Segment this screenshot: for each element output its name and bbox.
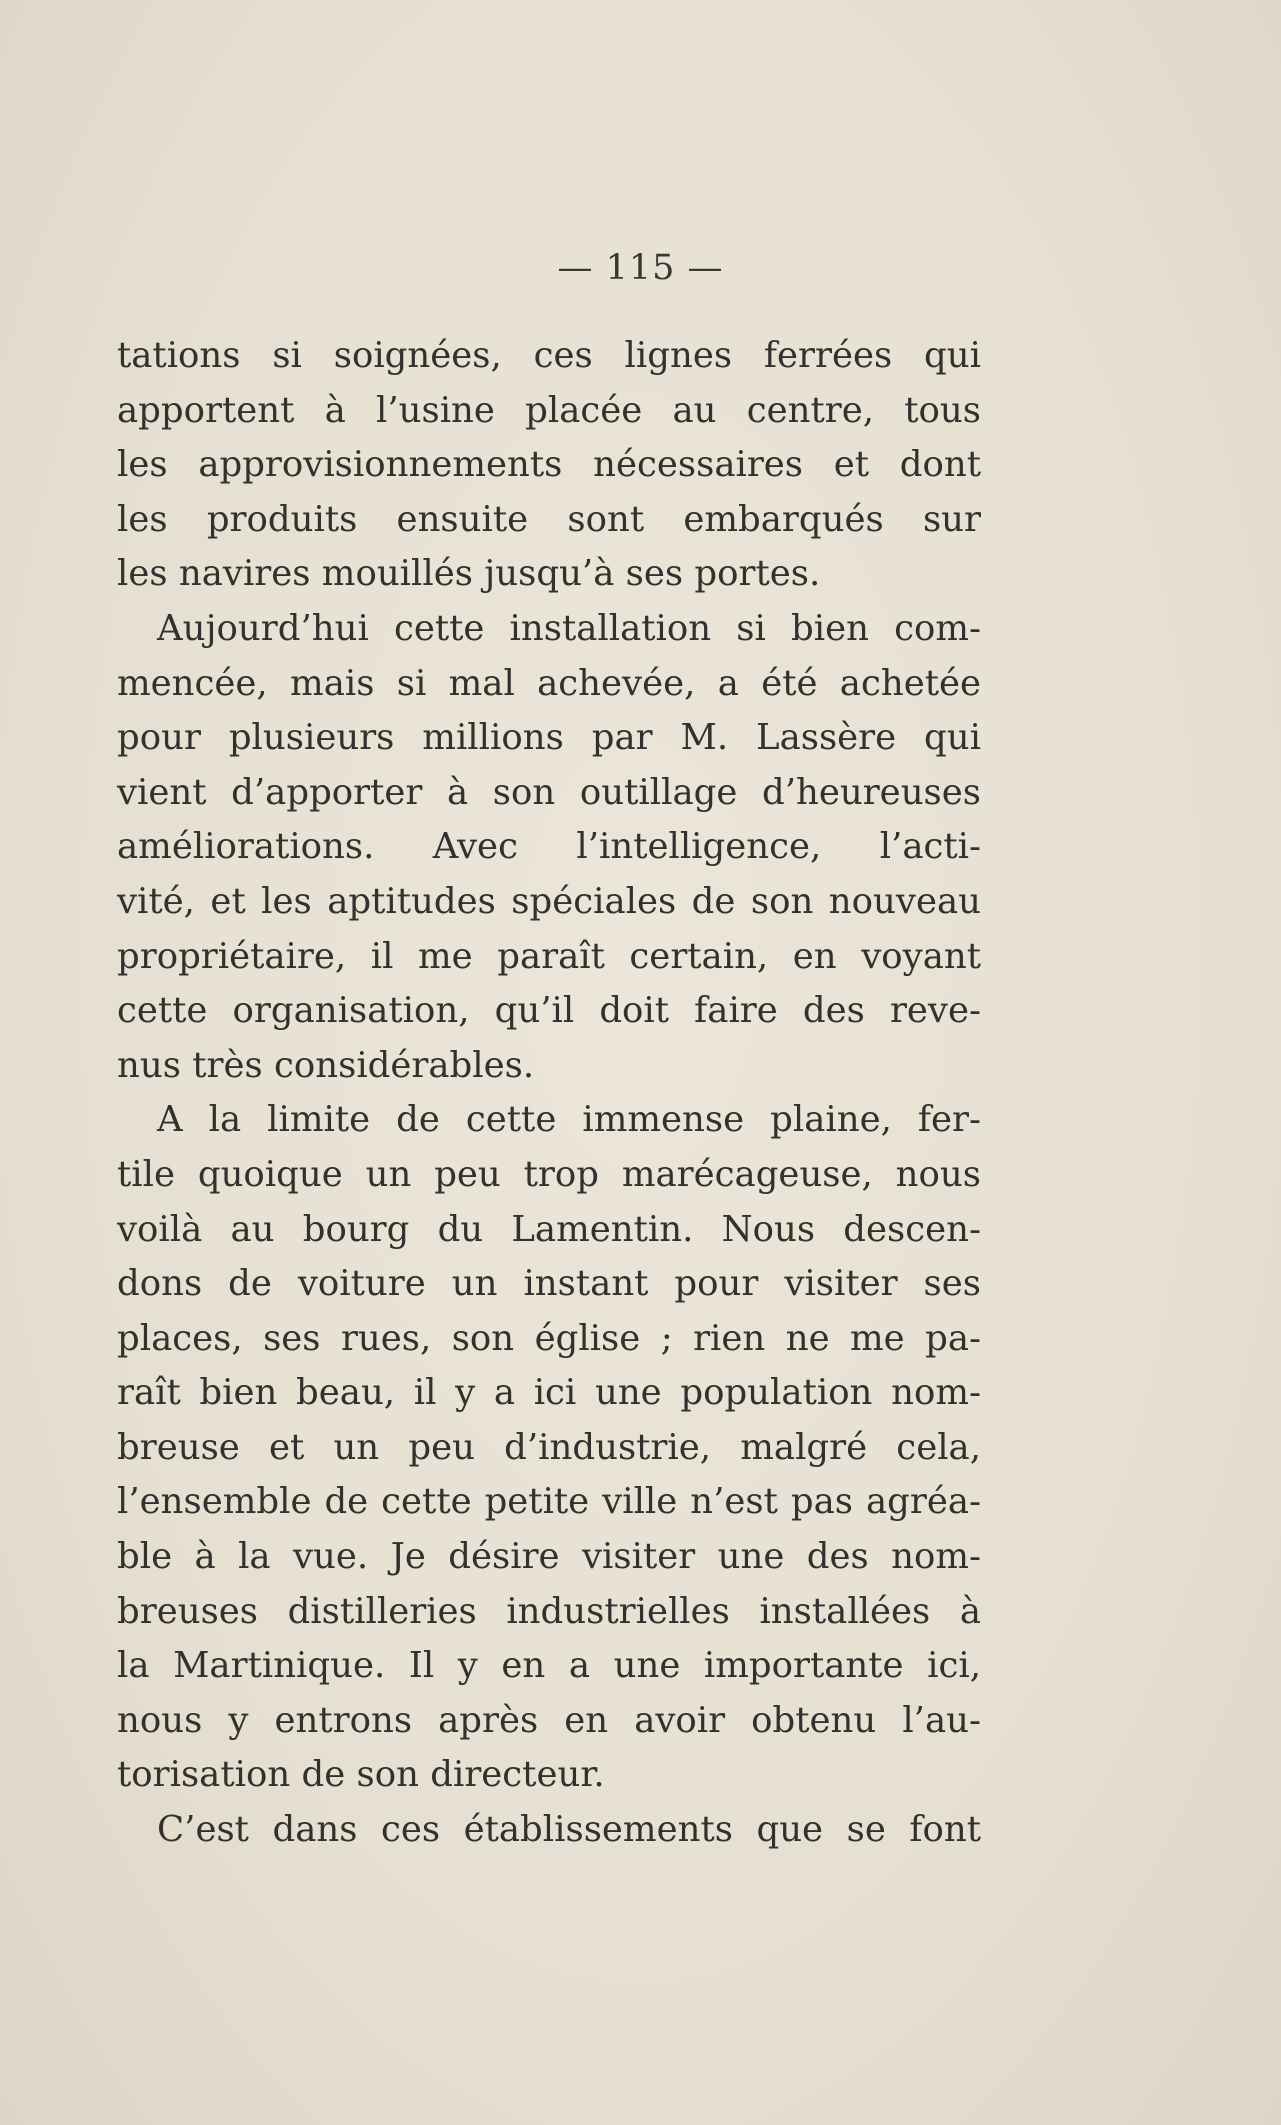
text-line: ble à la vue. Je désire visiter une des nom-: [117, 1536, 981, 1578]
text-line: améliorations. Avec l’intelligence, l’acti-: [117, 826, 981, 868]
text-line: les produits ensuite sont embarqués sur: [117, 498, 981, 540]
text-line: les navires mouillés jusqu’à ses portes.: [117, 553, 821, 595]
text-line: pour plusieurs millions par M. Lassère qui: [117, 717, 981, 759]
text-line: torisation de son directeur.: [117, 1754, 605, 1796]
page-number: — 115 —: [557, 248, 724, 288]
text-line: la Martinique. Il y en a une importante ici,: [117, 1645, 981, 1687]
text-line: raît bien beau, il y a ici une population nom-: [117, 1372, 981, 1414]
text-line: Aujourd’hui cette installation si bien com-: [157, 607, 981, 649]
text-line: breuse et un peu d’industrie, malgré cela,: [117, 1426, 981, 1468]
text-line: breuses distilleries industrielles installées à: [117, 1590, 981, 1632]
text-line: propriétaire, il me paraît certain, en voyant: [117, 935, 981, 977]
text-line: nus très considérables.: [117, 1044, 535, 1086]
text-line: apportent à l’usine placée au centre, tous: [117, 389, 981, 431]
text-line: nous y entrons après en avoir obtenu l’au-: [117, 1699, 981, 1741]
text-line: l’ensemble de cette petite ville n’est pas agréa-: [117, 1481, 981, 1523]
text-line: tations si soignées, ces lignes ferrées qui: [117, 335, 981, 376]
text-line: dons de voiture un instant pour visiter ses: [117, 1263, 981, 1305]
text-line: vient d’apporter à son outillage d’heureuses: [117, 771, 981, 813]
text-line: C’est dans ces établissements que se font: [157, 1809, 981, 1851]
text-line: A la limite de cette immense plaine, fer-: [157, 1099, 981, 1141]
text-line: tile quoique un peu trop marécageuse, nous: [117, 1153, 981, 1195]
text-line: vité, et les aptitudes spéciales de son nouveau: [117, 880, 981, 922]
text-line: places, ses rues, son église ; rien ne me pa-: [117, 1317, 981, 1359]
body-text: [117, 329, 981, 1858]
text-line: cette organisation, qu’il doit faire des reve-: [117, 990, 981, 1032]
text-line: voilà au bourg du Lamentin. Nous descen-: [117, 1208, 981, 1250]
text-line: mencée, mais si mal achevée, a été achetée: [117, 662, 981, 704]
text-line: les approvisionnements nécessaires et dont: [117, 444, 981, 486]
